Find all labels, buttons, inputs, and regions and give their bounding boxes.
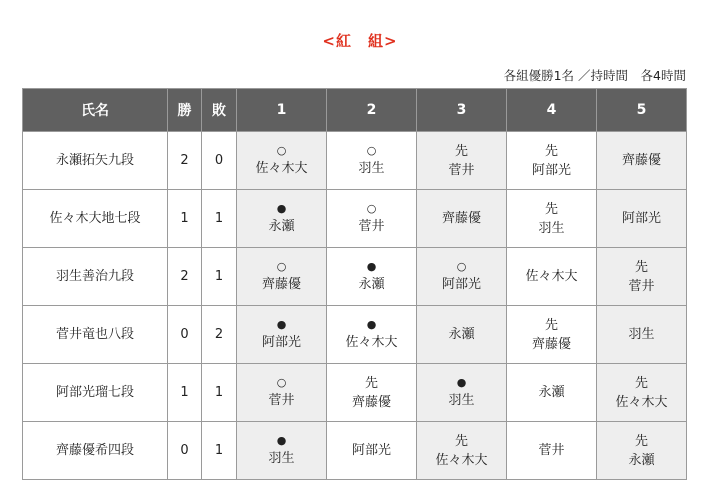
opponent-name: 菅井: [358, 219, 385, 234]
round-cell: [417, 190, 507, 248]
losses-cell: 0: [202, 132, 237, 190]
round-cell: [327, 248, 417, 306]
opponent-name: 齊藤優: [531, 336, 571, 352]
losses-cell: 1: [202, 248, 237, 306]
losses-cell: 1: [202, 190, 237, 248]
result-mark: ●: [276, 202, 287, 215]
wins-cell: 0: [168, 422, 202, 480]
wins-cell: 1: [168, 364, 202, 422]
player-name: 齊藤優希四段: [23, 422, 168, 480]
result-mark: ●: [276, 318, 287, 331]
opponent-name: 永瀬: [538, 385, 565, 400]
opponent-name: 羽生: [628, 327, 655, 342]
round-cell: [327, 364, 417, 422]
opponent-name: 菅井: [448, 162, 475, 178]
header-round-3: 3: [417, 89, 507, 132]
round-cell: [507, 190, 597, 248]
opponent-name: 羽生: [268, 451, 295, 466]
round-cell: [417, 422, 507, 480]
round-cell: [597, 248, 687, 306]
round-cell: [597, 306, 687, 364]
opponent-name: 菅井: [268, 393, 295, 408]
header-wins: 勝: [168, 89, 202, 132]
opponent-name: 菅井: [628, 278, 655, 294]
opponent-name: 羽生: [448, 393, 475, 408]
opponent-name: 齊藤優: [441, 211, 481, 226]
result-mark: ●: [366, 260, 377, 273]
header-round-1: 1: [237, 89, 327, 132]
player-name: 永瀬拓矢九段: [23, 132, 168, 190]
opponent-name: 齊藤優: [621, 153, 661, 168]
player-name: 阿部光瑠七段: [23, 364, 168, 422]
result-mark: ○: [366, 202, 377, 215]
table-row: [23, 190, 687, 248]
first-move-mark: 先: [634, 259, 648, 275]
header-round-4: 4: [507, 89, 597, 132]
round-cell: [597, 422, 687, 480]
opponent-name: 永瀬: [628, 452, 655, 468]
round-cell: [507, 306, 597, 364]
opponent-name: 佐々木大: [345, 335, 398, 350]
round-cell: [237, 422, 327, 480]
first-move-mark: 先: [454, 143, 468, 159]
round-cell: [417, 306, 507, 364]
opponent-name: 菅井: [538, 443, 565, 458]
losses-cell: 2: [202, 306, 237, 364]
round-cell: [417, 248, 507, 306]
table-row: [23, 306, 687, 364]
header-name: 氏名: [23, 89, 168, 132]
first-move-mark: 先: [364, 375, 378, 391]
first-move-mark: 先: [544, 201, 558, 217]
league-table: [22, 88, 687, 480]
player-name: 菅井竜也八段: [23, 306, 168, 364]
opponent-name: 佐々木大: [255, 161, 308, 176]
opponent-name: 齊藤優: [261, 277, 301, 292]
round-cell: [237, 190, 327, 248]
round-cell: [507, 248, 597, 306]
wins-cell: 0: [168, 306, 202, 364]
round-cell: [507, 364, 597, 422]
wins-cell: 1: [168, 190, 202, 248]
first-move-mark: 先: [544, 317, 558, 333]
table-row: [23, 248, 687, 306]
group-title: <紅 組>: [322, 32, 398, 50]
result-mark: ○: [276, 376, 287, 389]
round-cell: [417, 364, 507, 422]
opponent-name: 阿部光: [351, 443, 391, 458]
opponent-name: 羽生: [538, 220, 565, 236]
opponent-name: 齊藤優: [351, 394, 391, 410]
losses-cell: 1: [202, 364, 237, 422]
result-mark: ●: [276, 434, 287, 447]
opponent-name: 佐々木大: [435, 452, 488, 468]
opponent-name: 永瀬: [268, 219, 295, 234]
opponent-name: 羽生: [358, 161, 385, 176]
round-cell: [597, 190, 687, 248]
opponent-name: 永瀬: [358, 277, 385, 292]
first-move-mark: 先: [634, 433, 648, 449]
opponent-name: 阿部光: [261, 335, 301, 350]
round-cell: [237, 132, 327, 190]
player-name: 羽生善治九段: [23, 248, 168, 306]
opponent-name: 永瀬: [448, 327, 475, 342]
header-round-2: 2: [327, 89, 417, 132]
result-mark: ○: [366, 144, 377, 157]
first-move-mark: 先: [454, 433, 468, 449]
opponent-name: 佐々木大: [525, 269, 578, 284]
table-row: [23, 364, 687, 422]
header-round-5: 5: [597, 89, 687, 132]
result-mark: ○: [456, 260, 467, 273]
losses-cell: 1: [202, 422, 237, 480]
first-move-mark: 先: [544, 143, 558, 159]
wins-cell: 2: [168, 248, 202, 306]
player-name: 佐々木大地七段: [23, 190, 168, 248]
header-row: [23, 89, 687, 132]
round-cell: [507, 132, 597, 190]
first-move-mark: 先: [634, 375, 648, 391]
opponent-name: 阿部光: [621, 211, 661, 226]
round-cell: [237, 306, 327, 364]
round-cell: [597, 364, 687, 422]
round-cell: [237, 364, 327, 422]
opponent-name: 阿部光: [531, 162, 571, 178]
opponent-name: 阿部光: [441, 277, 481, 292]
round-cell: [507, 422, 597, 480]
round-cell: [327, 422, 417, 480]
round-cell: [417, 132, 507, 190]
round-cell: [597, 132, 687, 190]
header-losses: 敗: [202, 89, 237, 132]
result-mark: ○: [276, 144, 287, 157]
wins-cell: 2: [168, 132, 202, 190]
opponent-name: 佐々木大: [615, 394, 668, 410]
round-cell: [327, 190, 417, 248]
result-mark: ●: [366, 318, 377, 331]
result-mark: ○: [276, 260, 287, 273]
table-row: [23, 132, 687, 190]
result-mark: ●: [456, 376, 467, 389]
round-cell: [327, 132, 417, 190]
table-row: [23, 422, 687, 480]
round-cell: [237, 248, 327, 306]
round-cell: [327, 306, 417, 364]
rules-note: 各組優勝1名 ／持時間 各4時間: [503, 68, 686, 83]
